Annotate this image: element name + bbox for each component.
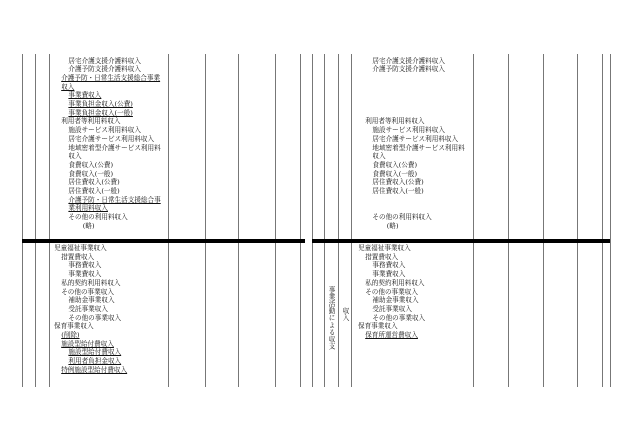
row-label: 事業費収入	[68, 91, 102, 100]
row-label: その他の利用料収入	[372, 213, 432, 222]
row-label: 介護予防・日常生活支援総合事業	[61, 73, 161, 82]
table-rule	[543, 54, 544, 387]
table-rule	[602, 54, 603, 387]
row-label: 居宅介護支援介護料収入	[68, 56, 141, 65]
row-label: 居宅介護サービス利用料収入	[68, 134, 155, 143]
row-label: 介護予防支援介護料収入	[372, 65, 445, 74]
row-label: 地域密着型介護サービス利用料	[68, 143, 161, 152]
table-rule	[275, 54, 276, 387]
side-label-activity: 事業活動による収支	[327, 286, 335, 350]
row-label: (削除)	[61, 331, 80, 339]
table-rule	[324, 54, 325, 387]
row-label: 利用者等利用料収入	[61, 117, 121, 126]
table-rule	[300, 54, 301, 387]
row-label: 事務費収入	[372, 261, 406, 270]
row-label: 保育事業収入	[358, 322, 398, 331]
row-label: 受託事業収入	[372, 304, 412, 313]
table-rule	[351, 54, 352, 387]
row-label: その他の事業収入	[68, 313, 122, 322]
row-label: 地域密着型介護サービス利用料	[372, 143, 465, 152]
row-label: 保育事業収入	[54, 322, 94, 331]
row-label: その他の事業収入	[372, 313, 426, 322]
row-label: 利用者等利用料収入	[365, 117, 425, 126]
row-label: 受託事業収入	[68, 304, 108, 313]
row-label: 収入	[68, 152, 82, 161]
row-label: 居住費収入(公費)	[372, 178, 424, 187]
row-label: 私的契約利用料収入	[365, 278, 425, 287]
row-label: 事業負担金収入(公費)	[68, 100, 133, 108]
row-label: 児童福祉事業収入	[358, 244, 411, 252]
row-label: 食費収入(一般)	[372, 169, 418, 178]
row-label: 児童福祉事業収入	[54, 244, 107, 252]
row-label: 食費収入(公費)	[372, 160, 418, 169]
row-label: 事業費収入	[372, 270, 406, 279]
row-label: 保育所運営費収入	[365, 331, 418, 339]
table-rule	[168, 54, 169, 387]
table-rule	[238, 54, 239, 387]
table-rule	[49, 54, 50, 387]
row-label: 補助金事業収入	[68, 296, 115, 305]
row-label: 施設型給付費収入	[68, 348, 122, 357]
table-rule	[610, 54, 611, 387]
section-divider	[22, 239, 305, 243]
row-label: 居住費収入(一般)	[372, 187, 424, 195]
table-rule	[312, 54, 313, 387]
row-label: 事業負担金収入(一般)	[68, 108, 133, 117]
row-label: その他の事業収入	[61, 287, 114, 296]
table-rule	[508, 54, 509, 387]
table-rule	[205, 54, 206, 387]
row-label: 収入	[61, 82, 75, 91]
row-label: 介護予防支援介護料収入	[68, 65, 141, 74]
table-rule	[473, 54, 474, 387]
row-label: 介護予防・日常生活支援総合事	[68, 195, 161, 204]
section-divider	[312, 239, 610, 243]
row-label: 私的契約利用料収入	[61, 278, 121, 287]
row-label: その他の利用料収入	[68, 213, 128, 222]
row-label: 居住費収入(一般)	[68, 187, 120, 195]
row-label: 措置費収入	[61, 252, 95, 261]
row-label: (略)	[386, 221, 399, 230]
row-label: 利用者負担金収入	[68, 357, 122, 366]
row-label: 事務費収入	[68, 261, 102, 270]
row-label: 施設サービス利用料収入	[372, 126, 445, 135]
row-label: 施設型給付費収入	[61, 339, 114, 348]
table-rule	[577, 54, 578, 387]
side-label-income: 収入	[341, 307, 349, 322]
table-rule	[22, 54, 23, 387]
table-rule	[35, 54, 36, 387]
row-label: 居宅介護支援介護料収入	[372, 56, 445, 65]
row-label: 業利用料収入	[68, 204, 108, 213]
row-label: 食費収入(公費)	[68, 160, 114, 169]
row-label: 措置費収入	[365, 252, 399, 261]
row-label: 事業費収入	[68, 270, 102, 279]
row-label: 居宅介護サービス利用料収入	[372, 134, 459, 143]
row-label: (略)	[82, 221, 95, 230]
table-rule	[338, 54, 339, 387]
row-label: 収入	[372, 152, 386, 161]
row-label: 特例施設型給付費収入	[61, 365, 128, 374]
row-label: 補助金事業収入	[372, 296, 419, 305]
row-label: 施設サービス利用料収入	[68, 126, 141, 135]
row-label: 居住費収入(公費)	[68, 178, 120, 187]
row-label: その他の事業収入	[365, 287, 418, 296]
row-label: 食費収入(一般)	[68, 169, 114, 178]
